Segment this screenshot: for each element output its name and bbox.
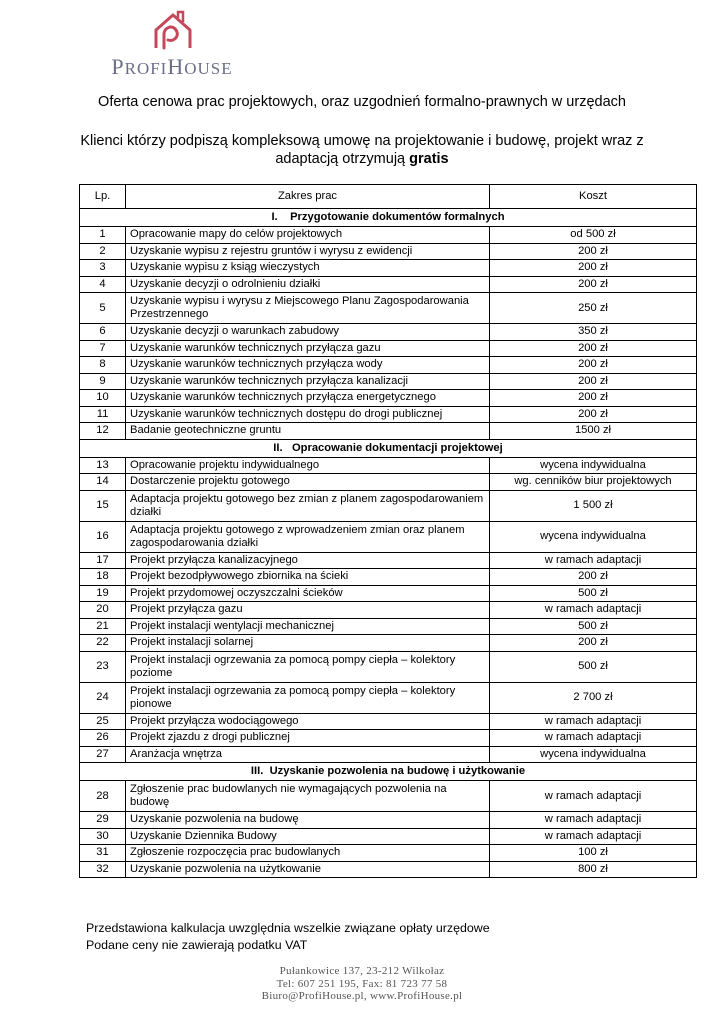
row-scope: Uzyskanie decyzji o odrolnieniu działki — [126, 276, 490, 293]
row-cost: 200 zł — [490, 635, 697, 652]
house-logo-icon — [150, 10, 196, 50]
row-number: 8 — [80, 357, 126, 374]
table-row — [80, 845, 697, 862]
row-number: 5 — [80, 293, 126, 324]
row-cost: wycena indywidualna — [490, 746, 697, 763]
row-number: 30 — [80, 828, 126, 845]
row-number: 25 — [80, 713, 126, 730]
row-number: 22 — [80, 635, 126, 652]
row-cost: 200 zł — [490, 406, 697, 423]
table-row — [80, 406, 697, 423]
row-number: 20 — [80, 602, 126, 619]
logo-wordmark: PROFIHOUSE — [111, 54, 233, 79]
row-scope: Uzyskanie Dziennika Budowy — [126, 828, 490, 845]
table-row — [80, 781, 697, 812]
row-scope: Projekt instalacji wentylacji mechanicznej — [126, 618, 490, 635]
row-number: 28 — [80, 781, 126, 812]
row-number: 21 — [80, 618, 126, 635]
row-cost: w ramach adaptacji — [490, 730, 697, 747]
table-row — [80, 423, 697, 440]
row-scope: Projekt zjazdu z drogi publicznej — [126, 730, 490, 747]
row-number: 17 — [80, 552, 126, 569]
table-body — [80, 209, 697, 878]
row-number: 12 — [80, 423, 126, 440]
row-scope: Adaptacja projektu gotowego z wprowadzeniem zmian oraz planem zagospodarowania działki — [126, 521, 490, 552]
row-cost: 200 zł — [490, 276, 697, 293]
row-number: 7 — [80, 340, 126, 357]
table-row — [80, 812, 697, 829]
row-cost: 350 zł — [490, 324, 697, 341]
note-fees: Przedstawiona kalkulacja uwzględnia wszelkie związane opłaty urzędowe — [86, 921, 490, 935]
table-row — [80, 552, 697, 569]
row-scope: Uzyskanie warunków technicznych przyłącza energetycznego — [126, 390, 490, 407]
table-row — [80, 357, 697, 374]
row-number: 14 — [80, 474, 126, 491]
row-number: 26 — [80, 730, 126, 747]
row-cost: 200 zł — [490, 357, 697, 374]
row-number: 11 — [80, 406, 126, 423]
section-row — [80, 209, 697, 227]
table-row — [80, 521, 697, 552]
footer-address: Pułankowice 137, 23-212 Wilkołaz — [279, 965, 445, 977]
row-scope: Zgłoszenie prac budowlanych nie wymagających pozwolenia na budowę — [126, 781, 490, 812]
table-row — [80, 730, 697, 747]
footer-contact — [0, 965, 724, 1003]
subtitle-emphasis: gratis — [409, 151, 449, 167]
row-cost: od 500 zł — [490, 227, 697, 244]
row-scope: Uzyskanie warunków technicznych przyłącza gazu — [126, 340, 490, 357]
row-scope: Zgłoszenie rozpoczęcia prac budowlanych — [126, 845, 490, 862]
row-cost: wg. cenników biur projektowych — [490, 474, 697, 491]
row-scope: Uzyskanie warunków technicznych przyłącza kanalizacji — [126, 373, 490, 390]
row-scope: Uzyskanie pozwolenia na budowę — [126, 812, 490, 829]
table-row — [80, 490, 697, 521]
header-lp: Lp. — [80, 185, 126, 209]
row-cost: 1500 zł — [490, 423, 697, 440]
row-cost: w ramach adaptacji — [490, 552, 697, 569]
row-cost: 200 zł — [490, 390, 697, 407]
row-cost: 500 zł — [490, 651, 697, 682]
row-number: 13 — [80, 457, 126, 474]
row-scope: Uzyskanie wypisu i wyrysu z Miejscowego Planu Zagospodarowania Przestrzennego — [126, 293, 490, 324]
row-scope: Adaptacja projektu gotowego bez zmian z planem zagospodarowaniem działki — [126, 490, 490, 521]
row-scope: Dostarczenie projektu gotowego — [126, 474, 490, 491]
notes — [86, 920, 490, 954]
row-scope: Badanie geotechniczne gruntu — [126, 423, 490, 440]
row-scope: Uzyskanie decyzji o warunkach zabudowy — [126, 324, 490, 341]
table-row — [80, 243, 697, 260]
row-scope: Projekt przydomowej oczyszczalni ścieków — [126, 585, 490, 602]
row-cost: wycena indywidualna — [490, 457, 697, 474]
row-number: 32 — [80, 861, 126, 878]
row-cost: 200 zł — [490, 243, 697, 260]
price-table — [79, 184, 697, 878]
row-scope: Opracowanie projektu indywidualnego — [126, 457, 490, 474]
row-cost: 500 zł — [490, 618, 697, 635]
row-cost: w ramach adaptacji — [490, 713, 697, 730]
row-number: 16 — [80, 521, 126, 552]
row-cost: 800 zł — [490, 861, 697, 878]
table-row — [80, 746, 697, 763]
table-row — [80, 340, 697, 357]
table-row — [80, 585, 697, 602]
table-row — [80, 713, 697, 730]
table-row — [80, 276, 697, 293]
row-number: 23 — [80, 651, 126, 682]
row-number: 9 — [80, 373, 126, 390]
row-cost: w ramach adaptacji — [490, 828, 697, 845]
section-title: I. Przygotowanie dokumentów formalnych — [80, 209, 697, 227]
row-number: 24 — [80, 682, 126, 713]
table-row — [80, 390, 697, 407]
section-row — [80, 439, 697, 457]
table-row — [80, 828, 697, 845]
row-number: 31 — [80, 845, 126, 862]
row-scope: Uzyskanie wypisu z rejestru gruntów i wyrysu z ewidencji — [126, 243, 490, 260]
row-cost: 200 zł — [490, 569, 697, 586]
section-title: III. Uzyskanie pozwolenia na budowę i użytkowanie — [80, 763, 697, 781]
row-number: 2 — [80, 243, 126, 260]
row-scope: Uzyskanie wypisu z ksiąg wieczystych — [126, 260, 490, 277]
note-vat: Podane ceny nie zawierają podatku VAT — [86, 938, 308, 952]
table-header-row — [80, 185, 697, 209]
row-number: 18 — [80, 569, 126, 586]
row-scope: Uzyskanie warunków technicznych przyłącza wody — [126, 357, 490, 374]
footer-email-web: Biuro@ProfiHouse.pl, www.ProfiHouse.pl — [261, 990, 463, 1002]
table-row — [80, 474, 697, 491]
document-title: Oferta cenowa prac projektowych, oraz uzgodnień formalno-prawnych w urzędach — [98, 94, 626, 110]
row-scope: Opracowanie mapy do celów projektowych — [126, 227, 490, 244]
row-cost: 200 zł — [490, 260, 697, 277]
row-scope: Projekt instalacji ogrzewania za pomocą pompy ciepła – kolektory pionowe — [126, 682, 490, 713]
table-row — [80, 682, 697, 713]
table-row — [80, 569, 697, 586]
row-cost: 100 zł — [490, 845, 697, 862]
header-scope: Zakres prac — [126, 185, 490, 209]
row-number: 27 — [80, 746, 126, 763]
table-row — [80, 260, 697, 277]
table-row — [80, 618, 697, 635]
table-row — [80, 227, 697, 244]
header-cost: Koszt — [490, 185, 697, 209]
row-scope: Projekt przyłącza kanalizacyjnego — [126, 552, 490, 569]
row-number: 29 — [80, 812, 126, 829]
section-row — [80, 763, 697, 781]
row-number: 10 — [80, 390, 126, 407]
row-number: 4 — [80, 276, 126, 293]
company-logo — [0, 6, 340, 78]
row-scope: Projekt instalacji solarnej — [126, 635, 490, 652]
table-row — [80, 293, 697, 324]
document-subtitle — [70, 132, 654, 168]
row-scope: Projekt przyłącza wodociągowego — [126, 713, 490, 730]
row-cost: 250 zł — [490, 293, 697, 324]
table-row — [80, 861, 697, 878]
table-row — [80, 457, 697, 474]
table-row — [80, 324, 697, 341]
row-number: 1 — [80, 227, 126, 244]
row-cost: 200 zł — [490, 340, 697, 357]
table-row — [80, 635, 697, 652]
section-title: II. Opracowanie dokumentacji projektowej — [80, 439, 697, 457]
row-cost: w ramach adaptacji — [490, 602, 697, 619]
subtitle-text: Klienci którzy podpiszą kompleksową umowę na projektowanie i budowę, projekt wraz z adaptacją otrzymują — [80, 133, 644, 167]
row-scope: Uzyskanie warunków technicznych dostępu do drogi publicznej — [126, 406, 490, 423]
table-row — [80, 651, 697, 682]
row-number: 15 — [80, 490, 126, 521]
table-row — [80, 373, 697, 390]
row-scope: Projekt bezodpływowego zbiornika na ścieki — [126, 569, 490, 586]
row-cost: wycena indywidualna — [490, 521, 697, 552]
row-cost: w ramach adaptacji — [490, 812, 697, 829]
row-cost: w ramach adaptacji — [490, 781, 697, 812]
row-cost: 500 zł — [490, 585, 697, 602]
row-number: 3 — [80, 260, 126, 277]
row-number: 6 — [80, 324, 126, 341]
row-number: 19 — [80, 585, 126, 602]
table-row — [80, 602, 697, 619]
row-scope: Projekt przyłącza gazu — [126, 602, 490, 619]
row-scope: Uzyskanie pozwolenia na użytkowanie — [126, 861, 490, 878]
row-scope: Projekt instalacji ogrzewania za pomocą pompy ciepła – kolektory poziome — [126, 651, 490, 682]
footer-phone: Tel: 607 251 195, Fax: 81 723 77 58 — [276, 977, 448, 990]
row-cost: 2 700 zł — [490, 682, 697, 713]
row-scope: Aranżacja wnętrza — [126, 746, 490, 763]
row-cost: 1 500 zł — [490, 490, 697, 521]
row-cost: 200 zł — [490, 373, 697, 390]
